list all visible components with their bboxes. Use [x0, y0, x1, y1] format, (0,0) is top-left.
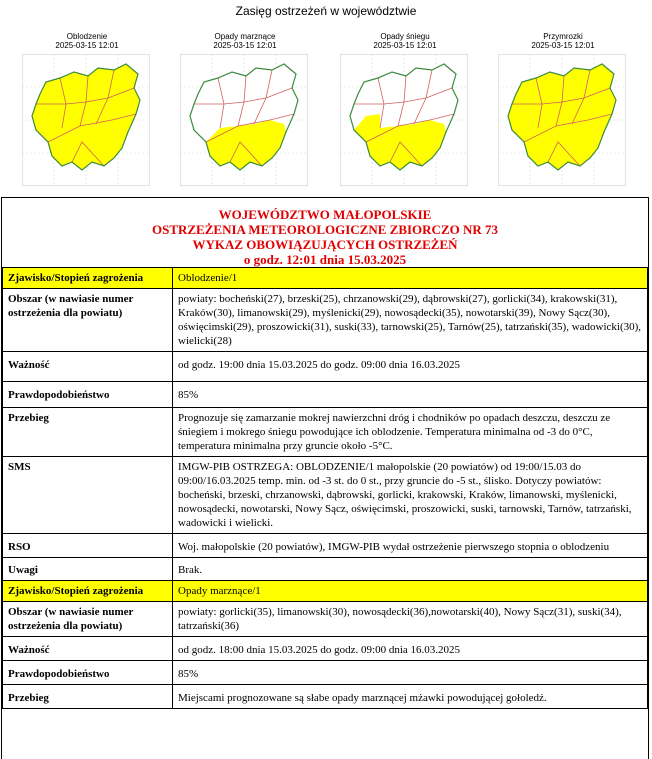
map-svg	[498, 54, 626, 186]
row-label: Prawdopodobieństwo	[3, 661, 173, 685]
map-time: 2025-03-15 12:01	[213, 41, 277, 50]
row-label: Uwagi	[3, 558, 173, 581]
warnings-document	[1, 197, 649, 759]
notes-value: Brak.	[173, 558, 648, 581]
header-subtitle: WYKAZ OBOWIĄZUJĄCYCH OSTRZEŻEŃ	[192, 237, 458, 252]
document-header	[2, 198, 648, 267]
map-title: Opady śniegu	[380, 32, 430, 41]
table-row	[3, 382, 648, 408]
course-value: Miejscami prognozowane są słabe opady marznącej mżawki powodującej gołoledź.	[173, 685, 648, 709]
table-row	[3, 352, 648, 382]
rso-value: Woj. małopolskie (20 powiatów), IMGW-PIB wydał ostrzeżenie pierwszego stopnia o oblodzeniu	[173, 534, 648, 558]
area-value: powiaty: gorlicki(35), limanowski(30), nowosądecki(36),nowotarski(40), Nowy Sącz(31), suski(34), tatrzański(36)	[173, 602, 648, 637]
table-row	[3, 581, 648, 602]
table-row	[3, 289, 648, 352]
row-label: Prawdopodobieństwo	[3, 382, 173, 408]
map-time: 2025-03-15 12:01	[531, 41, 595, 50]
validity-value: od godz. 19:00 dnia 15.03.2025 do godz. 09:00 dnia 16.03.2025	[173, 352, 648, 382]
warning-maps	[0, 32, 652, 192]
map-svg	[180, 54, 308, 186]
map-image	[340, 54, 468, 186]
header-region: WOJEWÓDZTWO MAŁOPOLSKIE	[218, 207, 432, 222]
row-label: Zjawisko/Stopień zagrożenia	[3, 268, 173, 289]
row-label: Obszar (w nawiasie numer ostrzeżenia dla powiatu)	[3, 602, 173, 637]
area-value: powiaty: bocheński(27), brzeski(25), chrzanowski(29), dąbrowski(27), gorlicki(34), krakowski(31), Kraków(30), limanowski(29), myślenicki(29), nowosądecki(35), nowotarski(39), Nowy Sącz(30), oświęcimski(29), proszowicki(31), suski(33), tarnowski(25), Tarnów(25), tatrzański(35), wadowicki(30), wielicki(28)	[173, 289, 648, 352]
table-row	[3, 602, 648, 637]
map-opady-marznace	[170, 32, 320, 192]
table-row	[3, 408, 648, 457]
course-value: Prognozuje się zamarzanie mokrej nawierzchni dróg i chodników po opadach deszczu, deszczu ze śniegiem i mokrego śniegu powodujące ich oblodzenie. Temperatura minimalna od -3 do 0°C, temperatura minimalna przy gruncie około -5°C.	[173, 408, 648, 457]
table-row	[3, 534, 648, 558]
map-title: Oblodzenie	[66, 32, 108, 41]
sms-value: IMGW-PIB OSTRZEGA: OBLODZENIE/1 małopolskie (20 powiatów) od 19:00/15.03 do 09:00/16.03.2025 temp. min. od -3 st. do 0 st., przy gruncie do -5 st., ślisko. Dotyczy powiatów: bocheński, brzeski, chrzanowski, dąbrowski, gorlicki, krakowski, Kraków, limanowski, myślenicki, nowosądecki, nowotarski, Nowy Sącz, oświęcimski, proszowicki, suski, tarnowski, Tarnów, tatrzański, wadowicki i wielicki.	[173, 457, 648, 534]
warnings-table	[2, 267, 648, 709]
header-date: o godz. 12:01 dnia 15.03.2025	[243, 252, 407, 267]
map-oblodzenie	[12, 32, 162, 192]
probability-value: 85%	[173, 661, 648, 685]
row-label: RSO	[3, 534, 173, 558]
header-title: OSTRZEŻENIA METEOROLOGICZNE ZBIORCZO NR 73	[151, 222, 499, 237]
row-label: Przebieg	[3, 685, 173, 709]
map-przymrozki	[488, 32, 638, 192]
row-label: Zjawisko/Stopień zagrożenia	[3, 581, 173, 602]
row-label: Ważność	[3, 352, 173, 382]
validity-value: od godz. 18:00 dnia 15.03.2025 do godz. 09:00 dnia 16.03.2025	[173, 637, 648, 661]
map-image	[180, 54, 308, 186]
phenomenon-value: Oblodzenie/1	[173, 268, 648, 289]
row-label: Ważność	[3, 637, 173, 661]
row-label: SMS	[3, 457, 173, 534]
table-row	[3, 457, 648, 534]
table-row	[3, 637, 648, 661]
map-time: 2025-03-15 12:01	[373, 41, 437, 50]
probability-value: 85%	[173, 382, 648, 408]
phenomenon-value: Opady marznące/1	[173, 581, 648, 602]
table-row	[3, 268, 648, 289]
row-label: Obszar (w nawiasie numer ostrzeżenia dla powiatu)	[3, 289, 173, 352]
table-row	[3, 558, 648, 581]
map-opady-sniegu	[330, 32, 480, 192]
map-title: Opady marznące	[214, 32, 276, 41]
row-label: Przebieg	[3, 408, 173, 457]
map-image	[498, 54, 626, 186]
table-row	[3, 685, 648, 709]
map-time: 2025-03-15 12:01	[55, 41, 119, 50]
map-svg	[340, 54, 468, 186]
map-title: Przymrozki	[543, 32, 583, 41]
page-title: Zasięg ostrzeżeń w województwie	[235, 4, 417, 18]
table-row	[3, 661, 648, 685]
map-image	[22, 54, 150, 186]
map-svg	[22, 54, 150, 186]
